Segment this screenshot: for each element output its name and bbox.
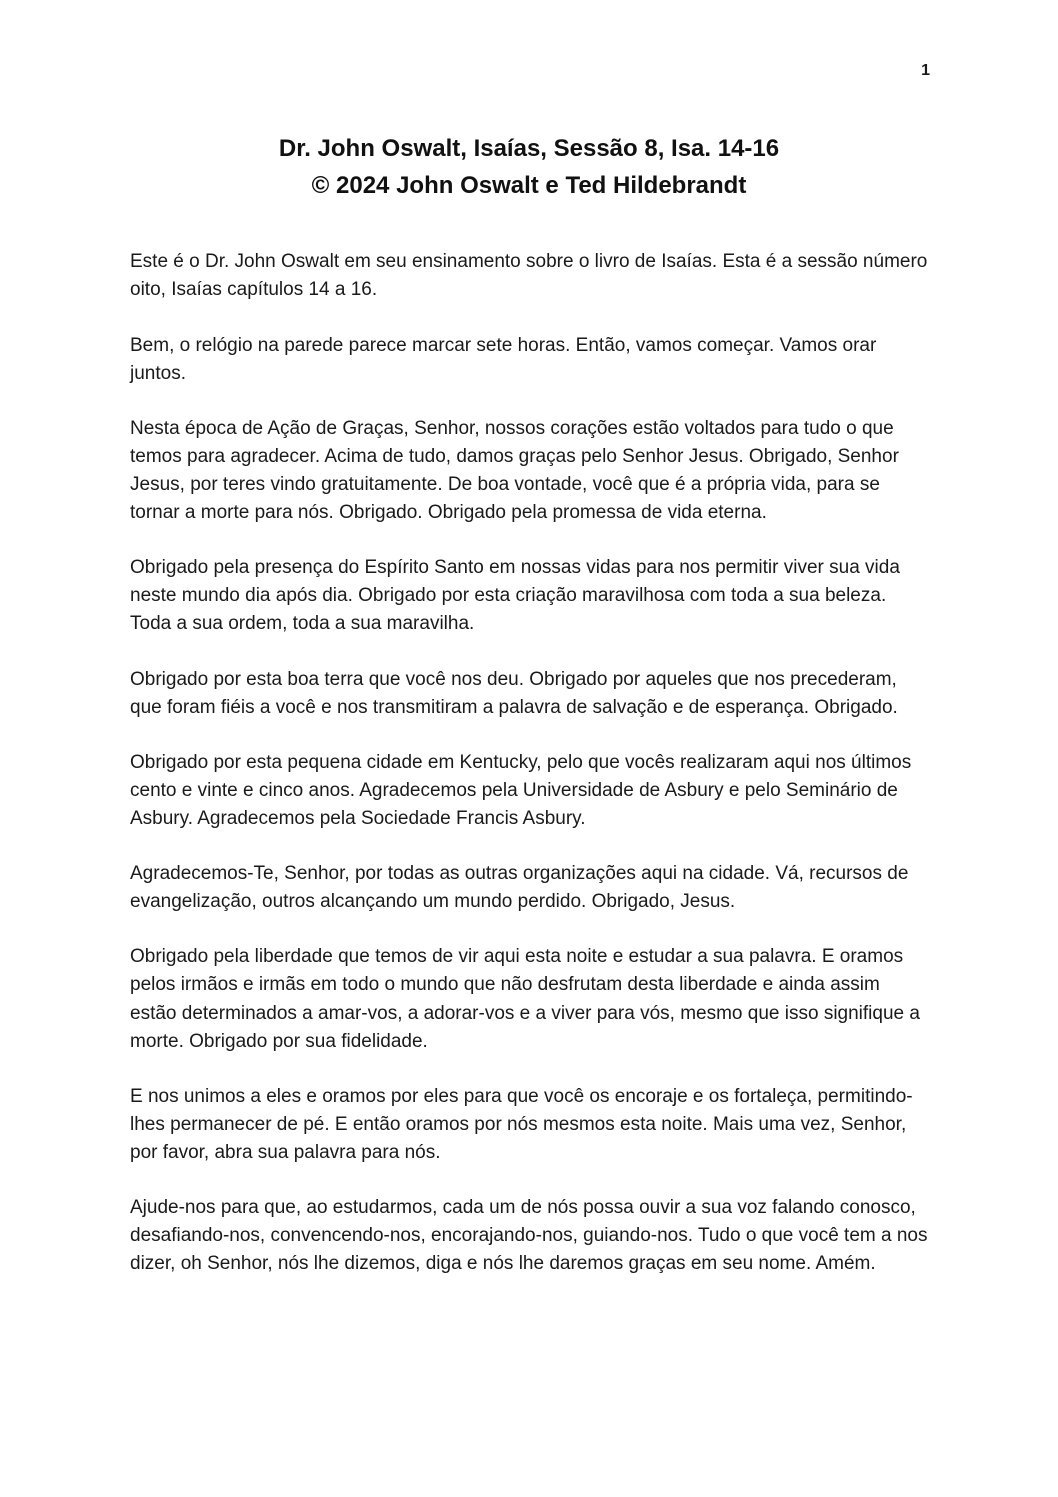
paragraph-5: Obrigado por esta boa terra que você nos deu. Obrigado por aqueles que nos precederam, que foram fiéis a você e nos transmitiram a palavra de salvação e de esperança. Obrigado. [130, 668, 898, 718]
paragraph-4: Obrigado pela presença do Espírito Santo em nossas vidas para nos permitir viver sua vida neste mundo dia após dia. Obrigado por esta criação maravilhosa com toda a sua beleza. Toda a sua ordem, toda a sua maravilha. [130, 557, 900, 635]
document-body [130, 248, 928, 1278]
paragraph-9: E nos unimos a eles e oramos por eles para que você os encoraje e os fortaleça, permitindo-lhes permanecer de pé. E então oramos por nós mesmos esta noite. Mais uma vez, Senhor, por favor, abra sua palavra para nós. [130, 1085, 913, 1163]
paragraph-3: Nesta época de Ação de Graças, Senhor, nossos corações estão voltados para tudo o que temos para agradecer. Acima de tudo, damos graças pelo Senhor Jesus. Obrigado, Senhor Jesus, por teres vindo gratuitamente. De boa vontade, você que é a própria vida, para se tornar a morte para nós. Obrigado. Obrigado pela promessa de vida eterna. [130, 417, 899, 524]
paragraph-1: Este é o Dr. John Oswalt em seu ensinamento sobre o livro de Isaías. Esta é a sessão número oito, Isaías capítulos 14 a 16. [130, 251, 928, 301]
title-line-2: © 2024 John Oswalt e Ted Hildebrandt [311, 172, 747, 200]
title-line-1: Dr. John Oswalt, Isaías, Sessão 8, Isa. 14-16 [278, 135, 780, 162]
paragraph-2: Bem, o relógio na parede parece marcar sete horas. Então, vamos começar. Vamos orar juntos. [130, 334, 877, 384]
paragraph-7: Agradecemos-Te, Senhor, por todas as outras organizações aqui na cidade. Vá, recursos de evangelização, outros alcançando um mundo perdido. Obrigado, Jesus. [130, 863, 909, 913]
document-title [0, 0, 1058, 204]
page-number: 1 [921, 62, 930, 79]
paragraph-6: Obrigado por esta pequena cidade em Kentucky, pelo que vocês realizaram aqui nos últimos cento e vinte e cinco anos. Agradecemos pela Universidade de Asbury e pelo Seminário de Asbury. Agradecemos pela Sociedade Francis Asbury. [130, 751, 912, 830]
paragraph-10: Ajude-nos para que, ao estudarmos, cada um de nós possa ouvir a sua voz falando conosco, desafiando-nos, convencendo-nos, encorajando-nos, guiando-nos. Tudo o que você tem a nos dizer, oh Senhor, nós lhe dizemos, diga e nós lhe daremos graças em seu nome. Amém. [130, 1197, 928, 1275]
paragraph-8: Obrigado pela liberdade que temos de vir aqui esta noite e estudar a sua palavra. E oramos pelos irmãos e irmãs em todo o mundo que não desfrutam desta liberdade e ainda assim estão determinados a amar-vos, a adorar-vos e a viver para vós, mesmo que isso signifique a morte. Obrigado por sua fidelidade. [130, 946, 920, 1052]
